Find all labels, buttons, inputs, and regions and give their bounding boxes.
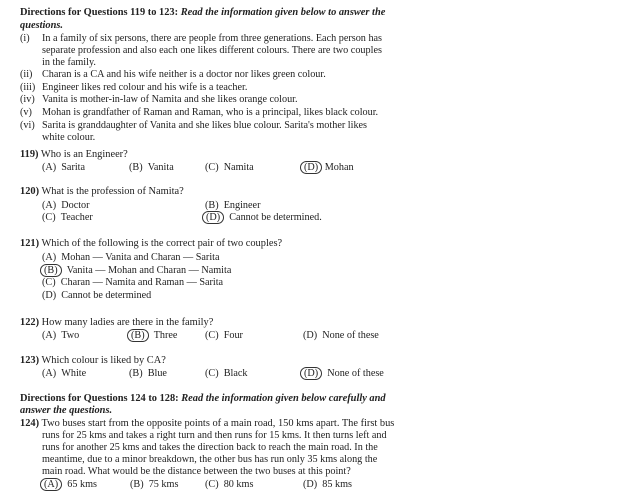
option-text: Cannot be determined	[61, 290, 152, 301]
option-text: Cannot be determined.	[229, 212, 322, 223]
info-num: (iii)	[20, 82, 36, 93]
option-label: (D)	[303, 330, 318, 341]
option-text: Mohan	[324, 162, 354, 173]
option-b-selected[interactable]	[40, 264, 231, 277]
option-label: (A)	[42, 200, 57, 211]
option-label: (C)	[205, 162, 219, 173]
question-121	[20, 238, 282, 249]
option-text: Mohan — Vanita and Charan — Sarita	[61, 252, 220, 263]
question-text: Who is an Engineer?	[40, 149, 128, 160]
option-text: 85 kms	[322, 479, 352, 490]
directions-heading-2	[20, 393, 386, 404]
option-label: (B)	[130, 479, 144, 490]
option-text: Teacher	[60, 212, 93, 223]
option-text: Doctor	[61, 200, 90, 211]
option-text: Black	[223, 368, 248, 379]
question-number: 119)	[20, 149, 39, 160]
option-a[interactable]	[42, 252, 220, 263]
circled-option-label: (D)	[202, 211, 224, 224]
option-text: 65 kms	[67, 479, 97, 490]
option-a[interactable]	[42, 330, 79, 341]
info-item-cont: separate profession and also each one likes different colours. There are two couples	[42, 45, 382, 56]
info-item	[20, 94, 298, 105]
info-item	[20, 33, 382, 44]
option-c[interactable]	[205, 479, 253, 490]
question-number: 121)	[20, 238, 40, 249]
option-a[interactable]	[42, 368, 86, 379]
question-120	[20, 186, 184, 197]
option-text: 80 kms	[223, 479, 254, 490]
option-label: (B)	[205, 200, 219, 211]
option-d-selected[interactable]	[300, 161, 354, 174]
option-label: (A)	[42, 162, 57, 173]
question-text-cont: meantime, due to a minor breakdown, the other bus has run only 35 kms along the	[42, 454, 378, 465]
question-number: 122)	[20, 317, 40, 328]
question-number: 123)	[20, 355, 40, 366]
directions-text: answer the questions.	[20, 405, 113, 416]
option-text: Charan — Namita and Raman — Sarita	[60, 277, 224, 288]
directions-heading-1	[20, 7, 385, 18]
info-text: Mohan is grandfather of Raman and Raman, who is a principal, likes black colour.	[42, 107, 379, 118]
directions-heading-1-cont	[20, 20, 63, 31]
option-label: (D)	[42, 290, 57, 301]
question-text: How many ladies are there in the family?	[41, 317, 214, 328]
option-text: Three	[153, 330, 178, 341]
directions-text: questions.	[20, 20, 64, 31]
option-label: (C)	[205, 330, 219, 341]
question-text-cont: runs for another 25 kms and takes the direction back to reach the main road. In the	[42, 442, 378, 453]
option-b[interactable]	[205, 200, 260, 211]
option-label: (B)	[129, 162, 143, 173]
info-item	[20, 107, 378, 118]
info-text: Sarita is granddaughter of Vanita and she likes blue colour. Sarita's mother likes	[42, 120, 368, 131]
option-b[interactable]	[129, 162, 174, 173]
info-text: Charan is a CA and his wife neither is a doctor nor likes green colour.	[42, 69, 326, 80]
info-text: In a family of six persons, there are people from three generations. Each person has	[42, 33, 383, 44]
option-label: (D)	[303, 479, 318, 490]
question-text: Which of the following is the correct pair of two couples?	[41, 238, 283, 249]
option-text: Engineer	[223, 200, 261, 211]
info-num: (vi)	[20, 120, 35, 131]
option-c[interactable]	[205, 368, 247, 379]
question-text-cont: main road. What would be the distance between the two buses at this point?	[42, 466, 351, 477]
info-num: (ii)	[20, 69, 33, 80]
option-d[interactable]	[42, 290, 151, 301]
option-b[interactable]	[129, 368, 167, 379]
info-item-cont: white colour.	[42, 132, 96, 143]
directions-lead: Directions for Questions 119 to 123:	[20, 7, 179, 18]
option-text: White	[61, 368, 87, 379]
option-c[interactable]	[42, 212, 93, 223]
info-item-cont: in the family.	[42, 57, 96, 68]
directions-lead: Directions for Questions 124 to 128:	[20, 393, 179, 404]
option-a[interactable]	[42, 200, 90, 211]
question-number: 120)	[20, 186, 40, 197]
question-122	[20, 317, 213, 328]
directions-heading-2-cont	[20, 405, 112, 416]
option-c[interactable]	[42, 277, 223, 288]
option-d[interactable]	[303, 479, 352, 490]
info-text: Engineer likes red colour and his wife is a teacher.	[42, 82, 248, 93]
circled-option-label: (B)	[40, 264, 62, 277]
circled-option-label: (A)	[40, 478, 62, 491]
option-c[interactable]	[205, 162, 254, 173]
option-label: (C)	[205, 368, 219, 379]
info-item	[20, 120, 367, 131]
option-text: Vanita — Mohan and Charan — Namita	[66, 265, 232, 276]
info-num: (i)	[20, 33, 30, 44]
option-d-selected[interactable]	[202, 211, 322, 224]
circled-option-label: (D)	[300, 367, 322, 380]
option-text: 75 kms	[148, 479, 179, 490]
option-b-selected[interactable]	[127, 329, 177, 342]
option-a-selected[interactable]	[40, 478, 97, 491]
option-label: (C)	[42, 212, 56, 223]
option-b[interactable]	[130, 479, 178, 490]
question-119	[20, 149, 128, 160]
option-text: None of these	[322, 330, 379, 341]
circled-option-label: (D)	[300, 161, 322, 174]
directions-text: Read the information given below carefully and	[181, 393, 386, 404]
option-label: (A)	[42, 368, 57, 379]
info-num: (v)	[20, 107, 32, 118]
option-d-selected[interactable]	[300, 367, 384, 380]
option-text: Blue	[147, 368, 167, 379]
option-d[interactable]	[303, 330, 379, 341]
question-text: What is the profession of Namita?	[41, 186, 184, 197]
info-item	[20, 69, 326, 80]
question-text-cont: runs for 25 kms and takes a right turn and then runs for 15 kms. It then turns left and	[42, 430, 387, 441]
option-c[interactable]	[205, 330, 243, 341]
question-text: Two buses start from the opposite points of a main road, 150 kms apart. The first bus	[41, 418, 395, 429]
info-item	[20, 82, 247, 93]
question-123	[20, 355, 166, 366]
question-number: 124)	[20, 418, 40, 429]
option-label: (C)	[42, 277, 56, 288]
option-a[interactable]	[42, 162, 85, 173]
option-label: (B)	[129, 368, 143, 379]
option-text: Four	[223, 330, 243, 341]
circled-option-label: (B)	[127, 329, 149, 342]
directions-text: Read the information given below to answer the	[180, 7, 386, 18]
option-text: None of these	[327, 368, 384, 379]
question-124	[20, 418, 394, 429]
option-label: (A)	[42, 330, 57, 341]
option-label: (C)	[205, 479, 219, 490]
option-text: Two	[61, 330, 80, 341]
info-num: (iv)	[20, 94, 35, 105]
option-text: Vanita	[147, 162, 174, 173]
option-label: (A)	[42, 252, 57, 263]
option-text: Namita	[223, 162, 254, 173]
option-text: Sarita	[61, 162, 86, 173]
question-text: Which colour is liked by CA?	[41, 355, 166, 366]
info-text: Vanita is mother-in-law of Namita and she likes orange colour.	[42, 94, 298, 105]
